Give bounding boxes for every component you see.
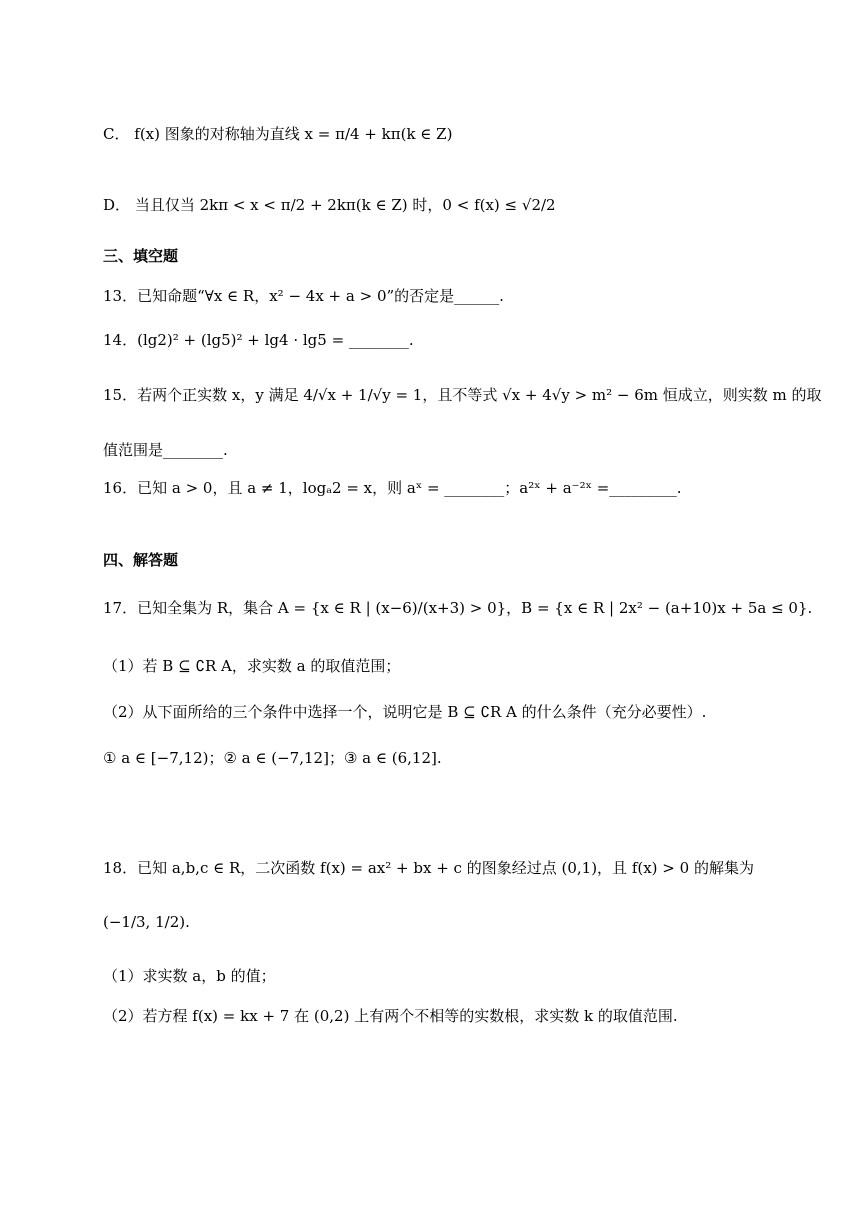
option-c <box>103 124 452 144</box>
question-13 <box>103 286 504 306</box>
question-14 <box>103 330 414 350</box>
question-18-solution-set: (−1/3, 1/2). <box>103 913 190 931</box>
question-text: 已知全集为 R，集合 A = {x ∈ R | (x−6)/(x+3) > 0}，B = {x ∈ R | 2x² − (a+10)x + 5a ≤ 0}. <box>137 599 813 617</box>
question-text: 已知 a > 0，且 a ≠ 1，logₐ2 = x，则 aˣ = ________；a²ˣ + a⁻²ˣ =_________. <box>137 479 682 497</box>
question-number: 14． <box>103 331 138 349</box>
option-d <box>103 195 556 215</box>
question-16 <box>103 478 682 498</box>
question-text-line1: 若两个正实数 x，y 满足 4/√x + 1/√y = 1，且不等式 √x + 4√y > m² − 6m 恒成立，则实数 m 的取 <box>137 386 822 404</box>
option-d-label: D． <box>103 196 131 214</box>
question-text: 已知命题“∀x ∈ R，x² − 4x + a > 0”的否定是______. <box>137 287 504 305</box>
option-c-label: C． <box>103 125 130 143</box>
question-17-part-2: （2）从下面所给的三个条件中选择一个，说明它是 B ⊆ ∁R A 的什么条件（充分必要性）. <box>103 703 707 721</box>
option-c-text: f(x) 图象的对称轴为直线 x = π/4 + kπ(k ∈ Z) <box>134 125 453 143</box>
question-text-line1: 已知 a,b,c ∈ R，二次函数 f(x) = ax² + bx + c 的图象经过点 (0,1)，且 f(x) > 0 的解集为 <box>137 859 754 877</box>
question-17-choices: ① a ∈ [−7,12)；② a ∈ (−7,12]；③ a ∈ (6,12]. <box>103 749 442 767</box>
question-17-part-1: （1）若 B ⊆ ∁R A，求实数 a 的取值范围； <box>103 657 401 675</box>
question-number: 16． <box>103 479 138 497</box>
section-heading-fill-in: 三、填空题 <box>103 247 179 265</box>
question-15 <box>103 385 822 405</box>
question-17 <box>103 598 812 618</box>
question-15-continued <box>103 440 228 460</box>
question-number: 13． <box>103 287 138 305</box>
question-18 <box>103 858 754 878</box>
question-number: 17． <box>103 599 138 617</box>
question-text-line2: 值范围是________. <box>103 441 228 459</box>
question-number: 15． <box>103 386 138 404</box>
section-heading-answer: 四、解答题 <box>103 551 179 569</box>
option-d-text: 当且仅当 2kπ < x < π/2 + 2kπ(k ∈ Z) 时，0 < f(x) ≤ √2/2 <box>134 196 556 214</box>
question-text: (lg2)² + (lg5)² + lg4 · lg5 = ________. <box>137 331 414 349</box>
question-number: 18． <box>103 859 138 877</box>
question-18-part-2: （2）若方程 f(x) = kx + 7 在 (0,2) 上有两个不相等的实数根，求实数 k 的取值范围. <box>103 1007 678 1025</box>
question-18-part-1: （1）求实数 a，b 的值； <box>103 967 276 985</box>
